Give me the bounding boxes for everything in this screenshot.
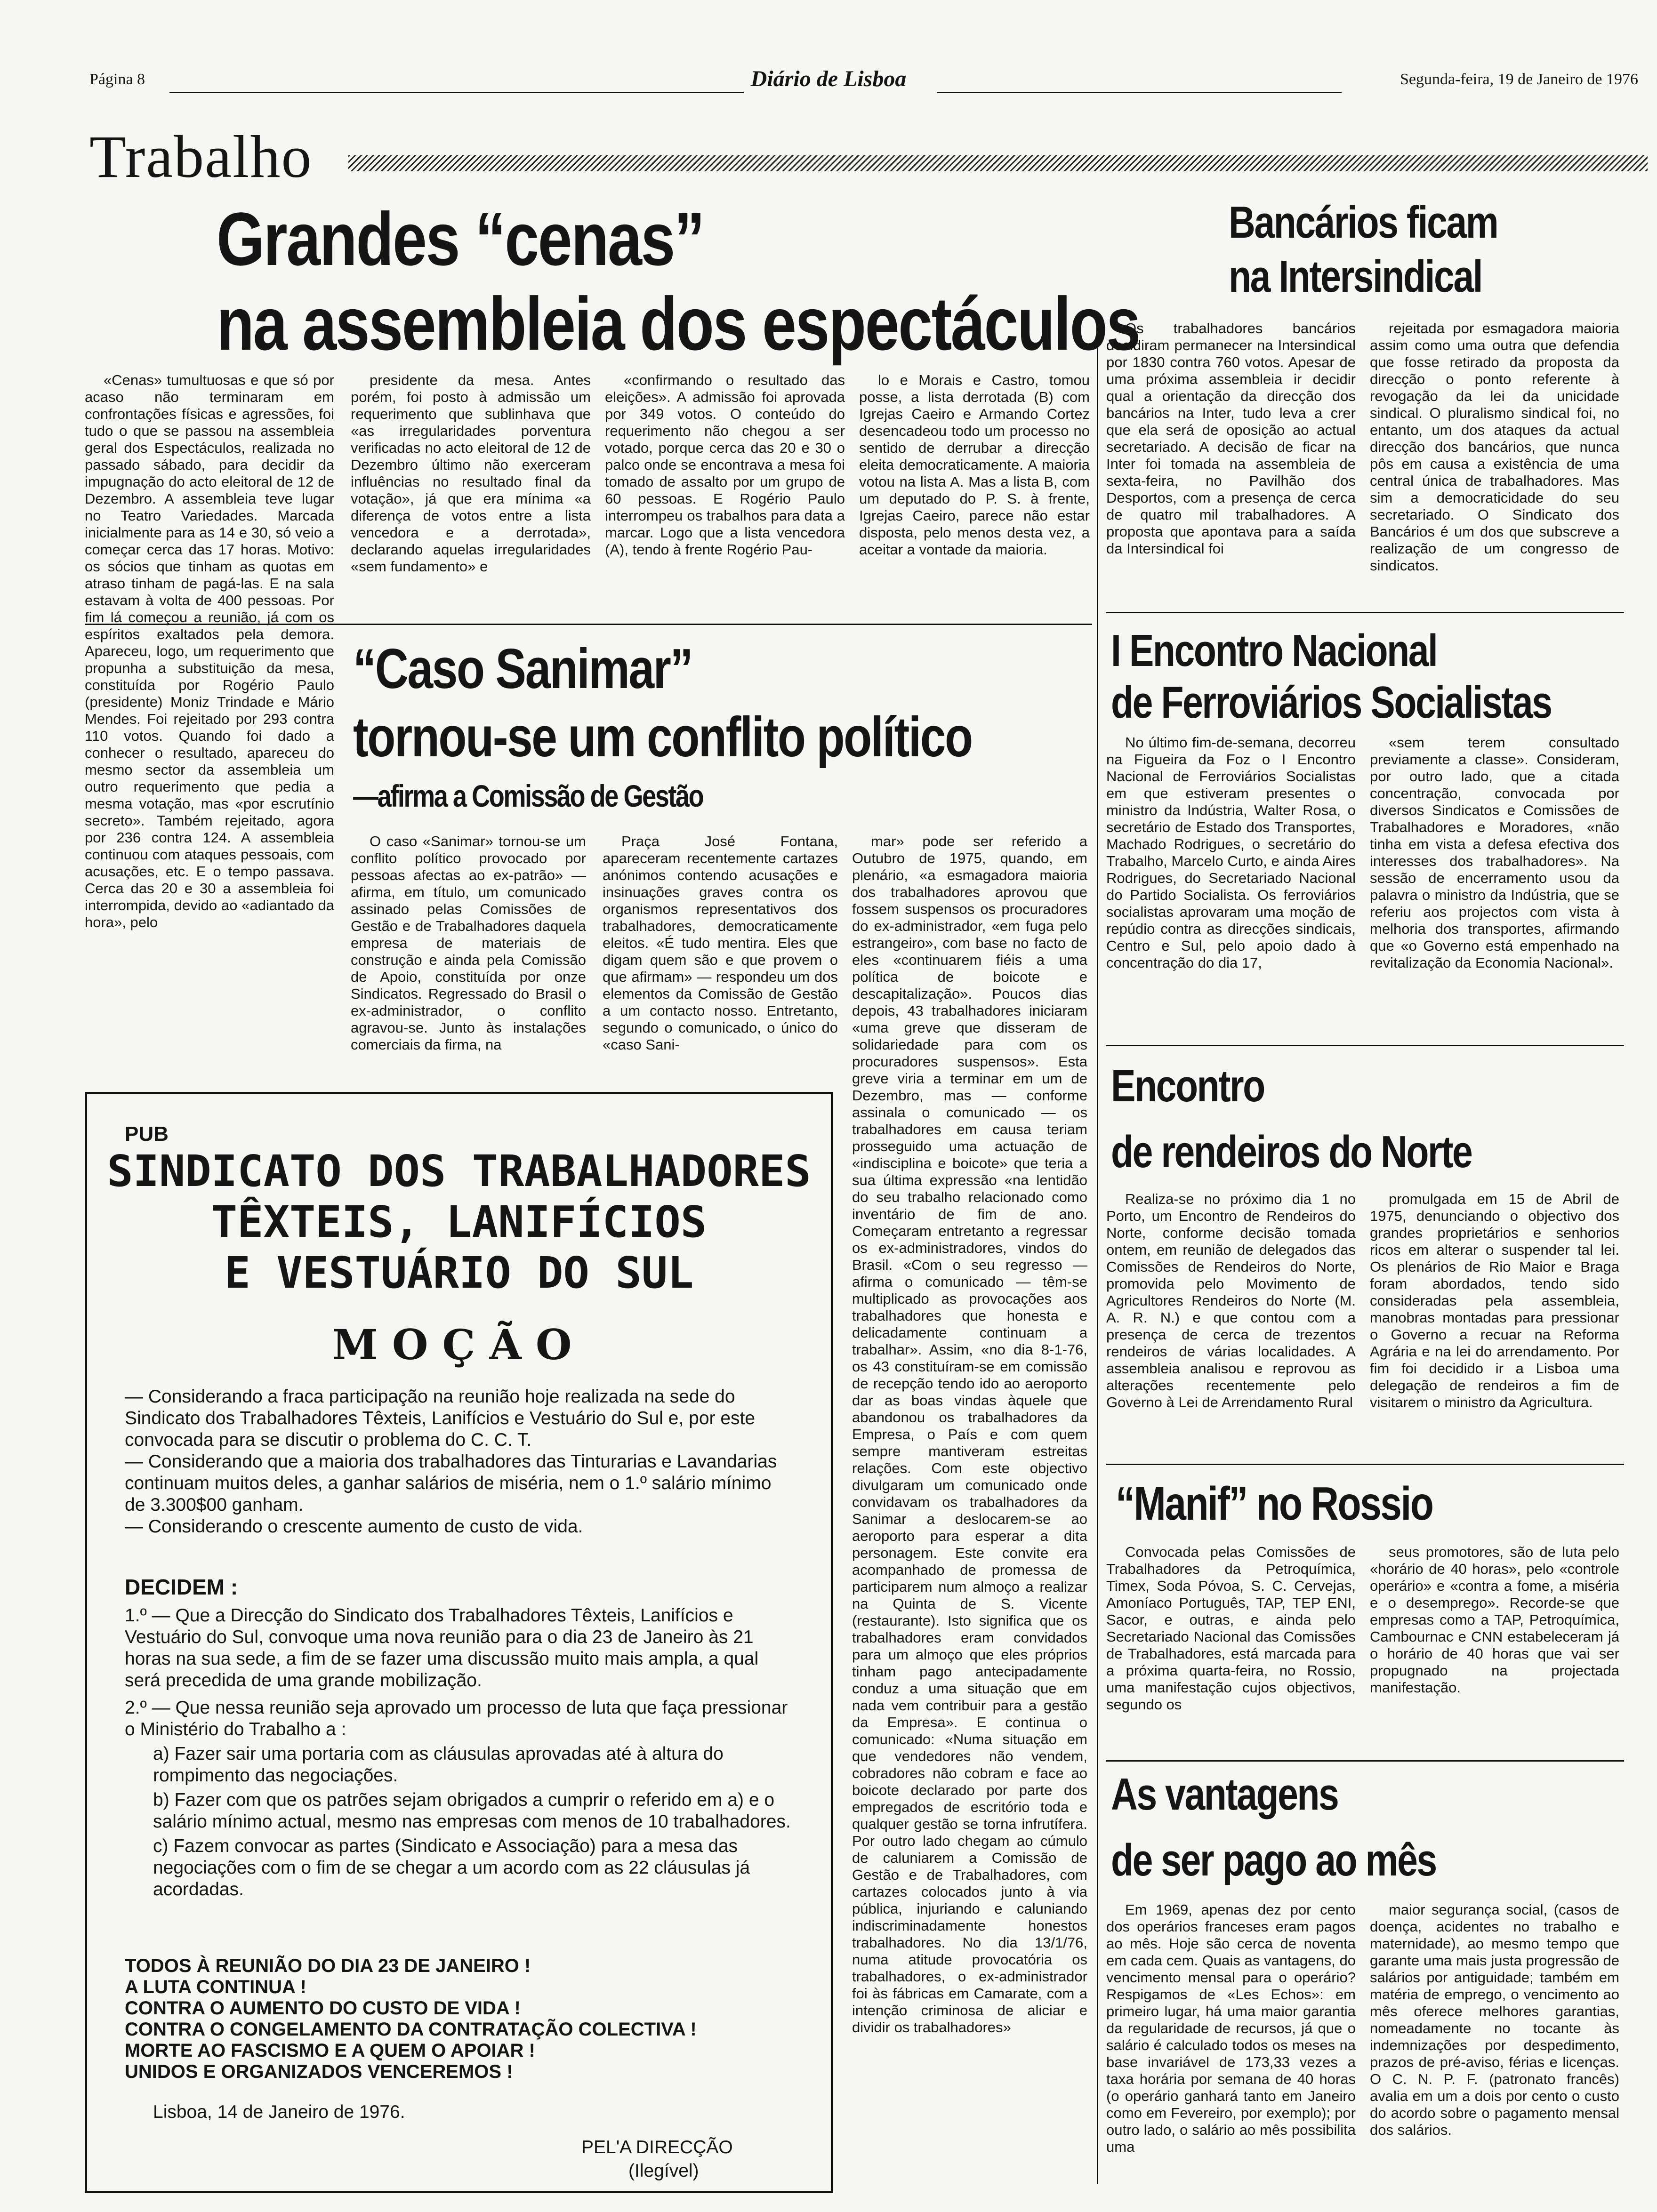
bancarios-headline-1: Bancários ficam	[1229, 197, 1498, 248]
manif-column-2: seus promotores, são de luta pelo «horário de 40 horas», pelo «controle operário» e «contra a fome, a miséria e o desemprego». Recorde-se que empresas como a TAP, Petroquímica, Cambournac e CNN estabeleceram já o horário de 40 horas que vai ser propugnado na projectada manifestação.	[1370, 1544, 1619, 1696]
advert-title-line-3: E VESTUÁRIO DO SUL	[224, 1248, 694, 1298]
decision-2: 2.º — Que nessa reunião seja aprovado um processo de luta que faça pressionar o Ministério do Trabalho a :	[125, 1698, 788, 1739]
rendeiros-column-2: promulgada em 15 de Abril de 1975, denunciando o objectivo dos grandes proprietários e senhorios ricos em alterar o suspender tal lei. Os plenários de Rio Maior e Braga foram abordados, tendo sido consideradas pela assembleia, manobras montadas para pressionar o Governo a recuar na Reforma Agrária e na lei do arrendamento. Por fim foi decidido ir a Lisboa uma delegação de rendeiros a fim de visitarem o ministro da Agricultura.	[1370, 1191, 1619, 1411]
advert-decisions	[125, 1605, 793, 1900]
bancarios-column-1: Os trabalhadores bancários decidiram permanecer na Intersindical por 1830 contra 760 votos. Apesar de uma próxima assembleia ir decidir qual a orientação da direcção dos bancários na Inter, tudo leva a crer que ela será de oposição ao actual secretariado. A decisão de ficar na Inter foi tomada na assembleia de sexta-feira, no Pavilhão dos Desportos, com a presença de cerca de quatro mil trabalhadores. A proposta que apontava para a saída da Intersindical foi	[1106, 320, 1356, 557]
sanimar-headline-1: “Caso Sanimar”	[353, 637, 692, 700]
advert-signature-illegible: (Ilegível)	[628, 2161, 699, 2181]
advert-pub-label: PUB	[125, 1122, 169, 1146]
advert-place-date: Lisboa, 14 de Janeiro de 1976.	[153, 2102, 405, 2122]
advert-title-line-1: SINDICATO DOS TRABALHADORES	[107, 1146, 811, 1196]
slogan-3: CONTRA O AUMENTO DO CUSTO DE VIDA !	[125, 1998, 521, 2019]
bancarios-headline-2: na Intersindical	[1229, 251, 1482, 302]
vantagens-column-1: Em 1969, apenas dez por cento dos operários franceses eram pagos ao mês. Hoje são cerca de noventa em cada cem. Quais as vantagens, do vencimento mensal para o operário? Respigamos de «Les Echos»: em primeiro lugar, há uma maior garantia da regularidade de recursos, já que o salário é calculado todos os meses na base invariável de 173,33 vezes a taxa horária por semana de 40 horas (o operário ganhará tanto em Janeiro como em Fevereiro, por exemplo); por outro lado, o salário ao mês possibilita uma	[1106, 1901, 1356, 2155]
sanimar-headline-2: tornou-se um conflito político	[353, 705, 972, 769]
ferroviarios-column-1: No último fim-de-semana, decorreu na Figueira da Foz o I Encontro Nacional de Ferroviários Socialistas em que estiveram presentes o ministro da Indústria, Walter Rosa, o secretário de Estado dos Transportes, Machado Rodrigues, o secretário do Trabalho, Marcelo Curto, e ainda Aires Rodrigues, do Secretariado Nacional do Partido Socialista. Os ferroviários socialistas aprovaram uma moção de repúdio contra as direcções sindicais, Centro e Sul, pelo apoio dado à concentração do dia 17,	[1106, 734, 1356, 971]
ferroviarios-column-2: «sem terem consultado previamente a classe». Consideram, por outro lado, que a citada concentração, convocada por diversos Sindicatos e Comissões de Trabalhadores e Moradores, «não tinha em vista a defesa efectiva dos interesses dos trabalhadores». Na sessão de encerramento usou da palavra o ministro da Indústria, que se referiu aos projectos com vista à melhoria dos transportes, afirmando que «o Governo está empenhado na revitalização da Economia Nacional».	[1370, 734, 1619, 971]
ferroviarios-headline-2: de Ferroviários Socialistas	[1111, 677, 1552, 728]
consideration-1: — Considerando a fraca participação na reunião hoje realizada na sede do Sindicato dos Trabalhadores Têxteis, Lanifícios e Vestuário do Sul e, por este convocada para se discutir o problema do C. C. T.	[125, 1387, 756, 1450]
advert-title-line-2: TÊXTEIS, LANIFÍCIOS	[211, 1197, 707, 1247]
slogan-6: UNIDOS E ORGANIZADOS VENCEREMOS !	[125, 2061, 513, 2082]
slogan-4: CONTRA O CONGELAMENTO DA CONTRATAÇÃO COLECTIVA !	[125, 2019, 697, 2040]
advert-considerations	[125, 1386, 793, 1538]
cenas-column-2: presidente da mesa. Antes porém, foi posto à admissão um requerimento que sublinhava que «as irregularidades porventura verificadas no acto eleitoral de 12 de Dezembro último não exerceram influências no resultado final da votação», já que era mínima «a diferença de votos entre a lista vencedora e a derrotada», declarando aquelas irregularidades «sem fundamento» e	[351, 372, 591, 575]
sanimar-subhead: —afirma a Comissão de Gestão	[353, 778, 703, 813]
cenas-column-1: «Cenas» tumultuosas e que só por acaso não terminaram em confrontações físicas e agressões, foi tudo o que se passou na assembleia geral dos Espectáculos, realizada no passado sábado, para decidir da impugnação do acto eleitoral de 12 de Dezembro. A assembleia teve lugar no Teatro Variedades. Marcada inicialmente para as 14 e 30, só veio a começar cerca das 17 horas. Motivo: os sócios que tinham as quotas em atraso tinham de pagá-las. E na sala estavam à volta de 400 pessoas. Por fim lá começou a reunião, já com os espíritos exaltados pela demora. Apareceu, logo, um requerimento que propunha a substituição da mesa, constituída por Rogério Paulo (presidente) Moniz Trindade e Mário Mendes. Foi rejeitado por 293 contra 110 votos. Quando foi dado a conhecer o resultado, apareceu do mesmo sector da assembleia um outro requerimento que pedia a mesma votação, mas «por escrutínio secreto». Também rejeitado, agora por 236 contra 124. A assembleia continuou com ataques pessoais, com acusações, etc. E o tempo passava. Cerca das 20 e 30 a assembleia foi interrompida, devido ao «adiantado da hora», pelo	[85, 372, 334, 930]
bancarios-column-2: rejeitada por esmagadora maioria assim como uma outra que defendia que fosse retirado da proposta da direcção o ponto referente à revogação da lei da unicidade sindical. O pluralismo sindical foi, no entanto, um dos ataques da actual direcção dos bancários, que nunca pôs em causa a existência de uma central única de trabalhadores. Mas sim a democraticidade do seu secretariado. O Sindicato dos Bancários é um dos que subscreve a realização de um congresso de sindicatos.	[1370, 320, 1619, 574]
advert-mocao: MOÇÃO	[332, 1320, 586, 1369]
section-title: Trabalho	[89, 123, 313, 190]
manif-divider	[1106, 1760, 1624, 1762]
vantagens-headline-2: de ser pago ao mês	[1111, 1835, 1436, 1885]
rendeiros-divider	[1106, 1464, 1624, 1465]
advert-slogans	[125, 1956, 803, 2083]
decision-2c: c) Fazem convocar as partes (Sindicato e Associação) para a mesa das negociações com o fim de se chegar a um acordo com as 22 cláusulas já acordadas.	[153, 1836, 750, 1899]
manif-column-1: Convocada pelas Comissões de Trabalhadores da Petroquímica, Timex, Soda Póvoa, S. C. Cervejas, Amoníaco Português, TAP, TEP ENI, Sacor, e outras, e ainda pelo Secretariado Nacional das Comissões de Trabalhadores, está marcada para a próxima quarta-feira, no Rossio, uma manifestação cujos objectivos, segundo os	[1106, 1544, 1356, 1713]
decision-2a: a) Fazer sair uma portaria com as cláusulas aprovadas até à altura do rompimento das negociações.	[153, 1744, 724, 1786]
sanimar-column-1: O caso «Sanimar» tornou-se um conflito político provocado por pessoas afectas ao ex-patrão» — afirma, em título, um comunicado assinado pelas Comissões de Gestão e de Trabalhadores daquela empresa de materiais de construção e ainda pela Comissão de Apoio, constituída por onze Sindicatos. Regressado do Brasil o ex-administrador, o conflito agravou-se. Junto às instalações comerciais da firma, na	[351, 833, 586, 1053]
ferroviarios-headline-1: I Encontro Nacional	[1111, 625, 1437, 676]
slogan-5: MORTE AO FASCISMO E A QUEM O APOIAR !	[125, 2040, 535, 2061]
sanimar-column-2: Praça José Fontana, apareceram recentemente cartazes anónimos contendo acusações e insinuações graves contra os organismos representativos dos trabalhadores, democraticamente eleitos. «É tudo mentira. Eles que digam quem são e que provem o que afirmam» — respondeu um dos elementos da Comissão de Gestão a um contacto nosso. Entretanto, segundo o comunicado, o único do «caso Sani-	[603, 833, 838, 1053]
issue-date: Segunda-feira, 19 de Janeiro de 1976	[1400, 71, 1638, 88]
vantagens-headline-1: As vantagens	[1111, 1769, 1338, 1819]
sanimar-column-3: mar» pode ser referido a Outubro de 1975, quando, em plenário, «a esmagadora maioria dos trabalhadores aprovou que fossem suspensos os procuradores do ex-administrador, «em fuga pelo estrangeiro», com base no facto de eles «continuarem fiéis a uma política de boicote e descapitalização». Poucos dias depois, 43 trabalhadores iniciaram «uma greve que disseram de solidariedade para com os procuradores suspensos». Esta greve viria a terminar em um de Dezembro, mas — conforme assinala o comunicado — os trabalhadores em causa teriam prosseguido uma actuação de «indisciplina e boicote» que teria a sua última expressão «na lentidão do seu trabalho relacionado como inventário de fim de ano. Começaram entretanto a regressar os ex-administradores, vindos do Brasil. «Com o seu regresso — afirma o comunicado — têm-se multiplicado as provocações aos trabalhadores que honesta e delicadamente continuam a trabalhar». Assim, «no dia 8-1-76, os 43 constituíram-se em comissão de recepção tendo ido ao aeroporto dar as boas vindas àquele que abandonou os trabalhadores da Empresa, o País e com quem sempre mantiveram estreitas relações. Com este objectivo divulgaram um comunicado onde convidavam os trabalhadores da Sanimar a deslocarem-se ao aeroporto para esperar a dita personagem. Este convite era acompanhado de promessa de participarem num almoço a realizar na Quinta de S. Vicente (restaurante). Isto significa que os trabalhadores eram convidados para um almoço que eles próprios tinham pago antecipadamente conduz a uma situação que em nada vem contribuir para a gestão da Empresa». E continua o comunicado: «Numa situação em que vendedores não vendem, cobradores não cobram e face ao boicote declarado por parte dos empregados de escritório toda e qualquer gestão se torna infrutífera. Por outro lado chegam ao cúmulo de caluniarem a Comissão de Gestão e de Trabalhadores, com cartazes colocados junto à via pública, injuriando e caluniando indiscriminadamente honestos trabalhadores. No dia 13/1/76, numa atitude provocatória os trabalhadores, o ex-administrador foi às fábricas em Camarate, com a intenção criminosa de aliciar e dividir os trabalhadores»	[852, 833, 1087, 2036]
cenas-headline-2: na assembleia dos espectáculos	[217, 281, 1140, 366]
consideration-2: — Considerando que a maioria dos trabalhadores das Tinturarias e Lavandarias continuam muitos deles, a ganhar salários de miséria, nem o 1.º salário mínimo de 3.300$00 ganham.	[125, 1451, 777, 1515]
vantagens-column-2: maior segurança social, (casos de doença, acidentes no trabalho e maternidade), ao mesmo tempo que garante uma mais justa progressão de salários por antiguidade; também em matéria de emprego, o vencimento ao mês oferece melhores garantias, nomeadamente no tocante às indemnizações por despedimento, prazos de pré-aviso, férias e licenças. O C. N. P. F. (patronato francês) avalia em um a dois por cento o custo do acordo sobre o pagamento mensal dos salários.	[1370, 1901, 1619, 2138]
page-number: Página 8	[89, 71, 145, 88]
slogan-2: A LUTA CONTINUA !	[125, 1977, 306, 1997]
manif-headline: “Manif” no Rossio	[1116, 1477, 1433, 1530]
cenas-column-3: «confirmando o resultado das eleições». A admissão foi aprovada por 349 votos. O conteúdo do requerimento não chegou a ser votado, porque cerca das 20 e 30 o palco onde se encontrava a mesa foi tomado de assalto por um grupo de 60 pessoas. E Rogério Paulo interrompeu os trabalhos para data a marcar. Logo que a lista vencedora (A), tendo à frente Rogério Pau-	[605, 372, 845, 558]
slogan-1: TODOS À REUNIÃO DO DIA 23 DE JANEIRO !	[125, 1956, 531, 1976]
advert-title	[87, 1146, 831, 1298]
column-divider	[1097, 325, 1098, 2184]
header-rule-right	[937, 92, 1342, 93]
rendeiros-headline-1: Encontro	[1111, 1061, 1264, 1111]
rendeiros-headline-2: de rendeiros do Norte	[1111, 1127, 1472, 1177]
advert-signature-line: PEL'A DIRECÇÃO	[581, 2137, 733, 2157]
bancarios-divider	[1106, 612, 1624, 613]
decision-1: 1.º — Que a Direcção do Sindicato dos Trabalhadores Têxteis, Lanifícios e Vestuário do Sul, convoque uma nova reunião para o dia 23 de Janeiro às 21 horas na sua sede, a fim de se fazer uma discussão muito mais ampla, a qual será precedida de uma grande mobilização.	[125, 1605, 759, 1691]
cenas-headline-1: Grandes “cenas”	[217, 197, 704, 281]
decision-2b: b) Fazer com que os patrões sejam obrigados a cumprir o referido em a) e o salário mínimo actual, mesmo nas empresas com menos de 10 trabalhadores.	[153, 1790, 791, 1832]
advert-decidem: DECIDEM :	[125, 1575, 238, 1599]
ferroviarios-divider	[1106, 1045, 1624, 1046]
rendeiros-column-1: Realiza-se no próximo dia 1 no Porto, um Encontro de Rendeiros do Norte, conforme decisão tomada ontem, em reunião de delegados das Comissões de Rendeiros do Norte, promovida pelo Movimento de Agricultores Rendeiros do Norte (M. A. R. N.) e que contou com a presença de cerca de trezentos rendeiros de várias localidades. A assembleia analisou e reprovou as alterações recentemente pelo Governo à Lei de Arrendamento Rural	[1106, 1191, 1356, 1411]
cenas-column-4: lo e Morais e Castro, tomou posse, a lista derrotada (B) com Igrejas Caeiro e Armando Cortez desencadeou todo um processo no sentido de derrubar a direcção eleita democraticamente. A maioria votou na lista A. Mas a lista B, com um deputado do P. S. à frente, Igrejas Caeiro, parece não estar disposta, pelo menos desta vez, a aceitar a vontade da maioria.	[859, 372, 1090, 558]
section-hatch-bar	[348, 155, 1648, 171]
consideration-3: — Considerando o crescente aumento de custo de vida.	[125, 1516, 583, 1537]
header-rule-left	[169, 92, 744, 93]
masthead: Diário de Lisboa	[750, 66, 907, 91]
union-advert-box	[85, 1092, 833, 2193]
